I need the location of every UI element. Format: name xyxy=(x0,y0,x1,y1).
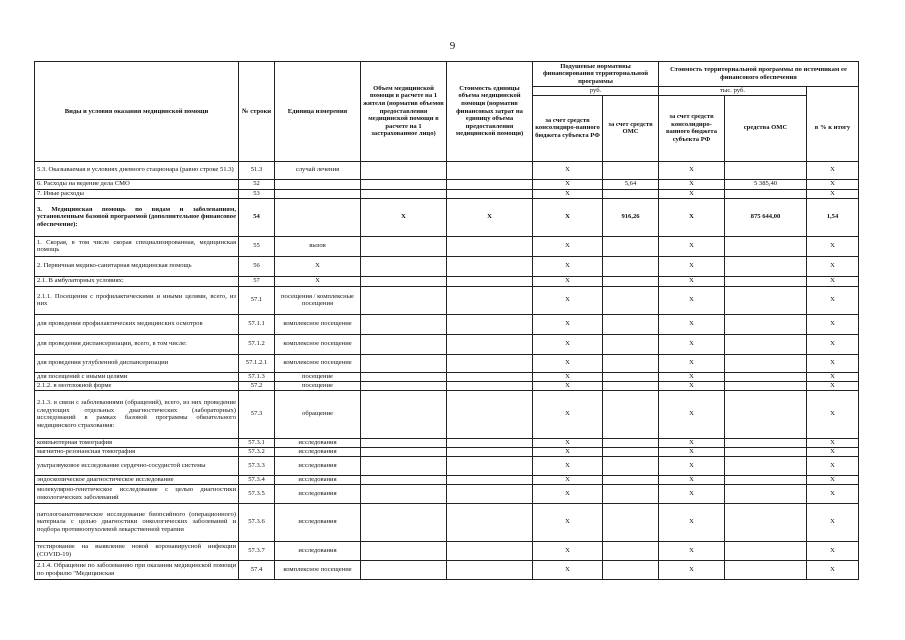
row-volume xyxy=(361,475,447,484)
row-number: 57.3.3 xyxy=(239,456,275,475)
table-row xyxy=(35,334,859,354)
row-volume xyxy=(361,236,447,256)
row-unit: посещения / комплексные посещения xyxy=(275,286,361,314)
row-number: 57.2 xyxy=(239,381,275,390)
row-percent: X xyxy=(807,256,859,276)
row-unit: исследования xyxy=(275,447,361,456)
row-number: 57.1.2 xyxy=(239,334,275,354)
row-unit-cost xyxy=(447,484,533,503)
row-cost-oms xyxy=(725,447,807,456)
row-pc-oms xyxy=(603,503,659,541)
row-pc-budget: X xyxy=(533,189,603,198)
row-number: 57.1.3 xyxy=(239,372,275,381)
row-number: 57.3.4 xyxy=(239,475,275,484)
row-unit-cost xyxy=(447,286,533,314)
row-pc-oms: 5,64 xyxy=(603,179,659,189)
row-volume xyxy=(361,503,447,541)
header-program-cost-group: Стоимость территориальной программы по источникам ее финансового обеспечения xyxy=(659,62,859,87)
row-pc-oms xyxy=(603,447,659,456)
header-per-capita-group: Подушевые нормативы финансирования территориальной программы xyxy=(533,62,659,87)
row-pc-oms xyxy=(603,314,659,334)
row-number: 57.1.2.1 xyxy=(239,354,275,372)
row-number: 51.3 xyxy=(239,161,275,179)
row-volume xyxy=(361,372,447,381)
medical-care-table xyxy=(34,61,859,580)
row-cost-budget: X xyxy=(659,390,725,438)
row-name: ультразвуковое исследование сердечно-сосудистой системы xyxy=(35,456,239,475)
row-pc-budget: X xyxy=(533,456,603,475)
row-number: 57 xyxy=(239,276,275,286)
header-cost-budget: за счет средств консолидиро-ванного бюджета субъекта РФ xyxy=(659,95,725,161)
row-cost-budget: X xyxy=(659,456,725,475)
row-percent: X xyxy=(807,390,859,438)
row-unit-cost xyxy=(447,314,533,334)
row-name: 1. Скорая, в том числе скорая специализированная, медицинская помощь xyxy=(35,236,239,256)
row-pc-oms xyxy=(603,560,659,579)
row-pc-oms xyxy=(603,372,659,381)
row-name: 2. Первичная медико-санитарная медицинская помощь xyxy=(35,256,239,276)
row-pc-oms xyxy=(603,541,659,560)
row-unit-cost xyxy=(447,390,533,438)
row-number: 52 xyxy=(239,179,275,189)
row-cost-oms: 5 385,40 xyxy=(725,179,807,189)
row-number: 57.3.5 xyxy=(239,484,275,503)
header-care-type: Виды и условия оказания медицинской помощи xyxy=(35,62,239,162)
row-cost-oms xyxy=(725,256,807,276)
row-name: 7. Иные расходы xyxy=(35,189,239,198)
row-percent: X xyxy=(807,438,859,447)
row-unit-cost xyxy=(447,381,533,390)
row-number: 57.3.6 xyxy=(239,503,275,541)
row-cost-budget: X xyxy=(659,334,725,354)
header-row-number: № строки xyxy=(239,62,275,162)
row-percent: X xyxy=(807,286,859,314)
header-pc-budget: за счет средств консолидиро-ванного бюджета субъекта РФ xyxy=(533,95,603,161)
header-unit: Единица измерения xyxy=(275,62,361,162)
row-unit-cost xyxy=(447,189,533,198)
row-unit-cost xyxy=(447,475,533,484)
row-pc-budget: X xyxy=(533,198,603,236)
row-unit: комплексное посещение xyxy=(275,354,361,372)
row-unit: случай лечения xyxy=(275,161,361,179)
row-cost-budget: X xyxy=(659,372,725,381)
row-cost-budget: X xyxy=(659,447,725,456)
row-unit: исследования xyxy=(275,438,361,447)
row-unit: комплексное посещение xyxy=(275,560,361,579)
header-unit-cost: Стоимость единицы объема медицинской помощи (норматив финансовых затрат на единицу объема предоставления медицинской помощи) xyxy=(447,62,533,162)
row-pc-budget: X xyxy=(533,390,603,438)
row-unit-cost xyxy=(447,438,533,447)
row-pc-oms xyxy=(603,456,659,475)
row-percent: X xyxy=(807,484,859,503)
page-number: 9 xyxy=(449,40,456,52)
row-unit-cost xyxy=(447,276,533,286)
row-unit-cost xyxy=(447,334,533,354)
row-unit-cost xyxy=(447,236,533,256)
row-pc-oms xyxy=(603,381,659,390)
row-volume xyxy=(361,541,447,560)
row-unit xyxy=(275,189,361,198)
row-unit: исследования xyxy=(275,475,361,484)
row-cost-budget: X xyxy=(659,484,725,503)
row-percent: X xyxy=(807,456,859,475)
row-number: 57.3.2 xyxy=(239,447,275,456)
row-name: 2.1.1. Посещения с профилактическими и иными целями, всего, из них xyxy=(35,286,239,314)
row-pc-budget: X xyxy=(533,560,603,579)
row-cost-oms xyxy=(725,475,807,484)
row-number: 53 xyxy=(239,189,275,198)
row-unit xyxy=(275,179,361,189)
row-cost-oms xyxy=(725,503,807,541)
row-number: 57.1 xyxy=(239,286,275,314)
row-cost-oms xyxy=(725,354,807,372)
row-volume xyxy=(361,390,447,438)
row-pc-budget: X xyxy=(533,334,603,354)
row-pc-budget: X xyxy=(533,438,603,447)
row-unit-cost xyxy=(447,372,533,381)
row-cost-oms xyxy=(725,456,807,475)
row-name: магнитно-резонансная томография xyxy=(35,447,239,456)
row-unit: исследования xyxy=(275,456,361,475)
row-cost-oms: 875 644,00 xyxy=(725,198,807,236)
row-cost-oms xyxy=(725,314,807,334)
row-name: для посещений с иными целями xyxy=(35,372,239,381)
header-cost-oms: средства ОМС xyxy=(725,95,807,161)
table-row xyxy=(35,475,859,484)
row-percent: X xyxy=(807,314,859,334)
table-row xyxy=(35,354,859,372)
row-percent: X xyxy=(807,354,859,372)
row-pc-oms xyxy=(603,484,659,503)
row-percent: X xyxy=(807,475,859,484)
row-pc-oms xyxy=(603,286,659,314)
header-volume: Объем медицинской помощи в расчете на 1 жителя (норматив объемов предоставления медицинской помощи в расчете на 1 застрахованное лицо) xyxy=(361,62,447,162)
table-row xyxy=(35,503,859,541)
row-volume xyxy=(361,334,447,354)
row-pc-oms xyxy=(603,354,659,372)
header-pc-oms: за счет средств ОМС xyxy=(603,95,659,161)
table-row xyxy=(35,447,859,456)
row-cost-budget: X xyxy=(659,560,725,579)
table-row xyxy=(35,484,859,503)
row-cost-oms xyxy=(725,560,807,579)
row-unit-cost xyxy=(447,560,533,579)
row-number: 57.3 xyxy=(239,390,275,438)
table-row xyxy=(35,314,859,334)
row-name: 2.1.4. Обращение по заболеванию при оказании медицинской помощи по профилю "Медицинская xyxy=(35,560,239,579)
row-volume xyxy=(361,189,447,198)
row-pc-oms xyxy=(603,161,659,179)
row-volume xyxy=(361,314,447,334)
row-unit: вызов xyxy=(275,236,361,256)
row-cost-budget: X xyxy=(659,276,725,286)
row-percent: X xyxy=(807,447,859,456)
table-row xyxy=(35,372,859,381)
row-cost-budget: X xyxy=(659,475,725,484)
table-row xyxy=(35,276,859,286)
row-cost-budget: X xyxy=(659,189,725,198)
row-unit: исследования xyxy=(275,541,361,560)
row-name: 2.1.3. в связи с заболеваниями (обращений), всего, из них проведение следующих отдельных диагностических (лабораторных) исследований в рамках базовой программы обязательного медицинского страхования: xyxy=(35,390,239,438)
row-percent: X xyxy=(807,276,859,286)
row-volume xyxy=(361,354,447,372)
row-cost-budget: X xyxy=(659,381,725,390)
table-row xyxy=(35,189,859,198)
row-name: эндоскопическое диагностическое исследование xyxy=(35,475,239,484)
row-pc-budget: X xyxy=(533,475,603,484)
row-volume xyxy=(361,286,447,314)
row-unit-cost xyxy=(447,256,533,276)
row-name: компьютерная томография xyxy=(35,438,239,447)
row-unit: исследования xyxy=(275,484,361,503)
row-unit: комплексное посещение xyxy=(275,334,361,354)
row-name: для проведения углубленной диспансеризации xyxy=(35,354,239,372)
header-percent: в % к итогу xyxy=(807,95,859,161)
row-pc-budget: X xyxy=(533,447,603,456)
row-name: 5.3. Оказываемая в условиях дневного стационара (равно строке 51.3) xyxy=(35,161,239,179)
row-number: 57.3.1 xyxy=(239,438,275,447)
row-pc-budget: X xyxy=(533,276,603,286)
table-row xyxy=(35,560,859,579)
row-number: 54 xyxy=(239,198,275,236)
row-percent: X xyxy=(807,189,859,198)
row-percent: X xyxy=(807,236,859,256)
row-pc-budget: X xyxy=(533,161,603,179)
row-cost-oms xyxy=(725,484,807,503)
row-cost-oms xyxy=(725,161,807,179)
row-volume xyxy=(361,484,447,503)
row-pc-oms xyxy=(603,438,659,447)
row-pc-budget: X xyxy=(533,179,603,189)
row-name: для проведения диспансеризации, всего, в том числе: xyxy=(35,334,239,354)
row-number: 57.1.1 xyxy=(239,314,275,334)
row-pc-budget: X xyxy=(533,286,603,314)
row-cost-oms xyxy=(725,334,807,354)
row-cost-budget: X xyxy=(659,314,725,334)
table-row xyxy=(35,236,859,256)
row-unit-cost xyxy=(447,541,533,560)
row-percent: X xyxy=(807,503,859,541)
row-volume xyxy=(361,381,447,390)
row-unit: посещение xyxy=(275,381,361,390)
row-pc-oms xyxy=(603,475,659,484)
row-pc-oms xyxy=(603,236,659,256)
header-rub: руб. xyxy=(533,87,659,96)
row-cost-oms xyxy=(725,390,807,438)
table-row xyxy=(35,381,859,390)
row-percent: X xyxy=(807,541,859,560)
table-row xyxy=(35,390,859,438)
table-row xyxy=(35,541,859,560)
row-unit xyxy=(275,198,361,236)
row-volume xyxy=(361,161,447,179)
row-name: для проведения профилактических медицинских осмотров xyxy=(35,314,239,334)
row-cost-budget: X xyxy=(659,161,725,179)
row-pc-oms xyxy=(603,256,659,276)
row-cost-oms xyxy=(725,438,807,447)
row-percent: X xyxy=(807,372,859,381)
row-cost-oms xyxy=(725,276,807,286)
row-number: 57.4 xyxy=(239,560,275,579)
row-pc-budget: X xyxy=(533,314,603,334)
table-row xyxy=(35,438,859,447)
row-volume: X xyxy=(361,198,447,236)
row-pc-budget: X xyxy=(533,541,603,560)
row-cost-oms xyxy=(725,236,807,256)
row-unit-cost xyxy=(447,354,533,372)
row-cost-budget: X xyxy=(659,354,725,372)
row-name: тестирование на выявление новой коронавирусной инфекции (COVID-19) xyxy=(35,541,239,560)
row-cost-budget: X xyxy=(659,179,725,189)
row-unit-cost xyxy=(447,503,533,541)
row-name: 2.1.2. в неотложной форме xyxy=(35,381,239,390)
row-number: 57.3.7 xyxy=(239,541,275,560)
row-cost-budget: X xyxy=(659,236,725,256)
row-pc-budget: X xyxy=(533,236,603,256)
row-pc-oms xyxy=(603,334,659,354)
row-unit: посещение xyxy=(275,372,361,381)
row-pc-budget: X xyxy=(533,372,603,381)
row-unit: X xyxy=(275,256,361,276)
row-cost-oms xyxy=(725,541,807,560)
row-cost-oms xyxy=(725,189,807,198)
row-name: патологоанатомическое исследование биопсийного (операционного) материала с целью диагностики онкологических заболеваний и подбора противоопухолевой лекарственной терапии xyxy=(35,503,239,541)
table-row xyxy=(35,179,859,189)
row-volume xyxy=(361,456,447,475)
row-pc-oms xyxy=(603,276,659,286)
table-row xyxy=(35,286,859,314)
row-cost-oms xyxy=(725,381,807,390)
row-cost-budget: X xyxy=(659,503,725,541)
row-pc-budget: X xyxy=(533,354,603,372)
row-percent: 1,54 xyxy=(807,198,859,236)
row-percent: X xyxy=(807,161,859,179)
row-unit: исследования xyxy=(275,503,361,541)
row-number: 55 xyxy=(239,236,275,256)
row-cost-oms xyxy=(725,372,807,381)
row-pc-oms: 916,26 xyxy=(603,198,659,236)
row-name: 6. Расходы на ведение дела СМО xyxy=(35,179,239,189)
row-cost-budget: X xyxy=(659,541,725,560)
row-percent: X xyxy=(807,179,859,189)
row-unit-cost xyxy=(447,456,533,475)
row-pc-oms xyxy=(603,189,659,198)
row-volume xyxy=(361,438,447,447)
row-unit-cost xyxy=(447,161,533,179)
row-unit-cost: X xyxy=(447,198,533,236)
row-number: 56 xyxy=(239,256,275,276)
row-unit: комплексное посещение xyxy=(275,314,361,334)
row-cost-budget: X xyxy=(659,286,725,314)
row-volume xyxy=(361,276,447,286)
row-cost-oms xyxy=(725,286,807,314)
row-unit: обращение xyxy=(275,390,361,438)
row-unit-cost xyxy=(447,179,533,189)
table-row xyxy=(35,198,859,236)
row-cost-budget: X xyxy=(659,438,725,447)
row-volume xyxy=(361,447,447,456)
row-percent: X xyxy=(807,560,859,579)
header-thous-rub: тыс. руб. xyxy=(659,87,807,96)
row-pc-budget: X xyxy=(533,503,603,541)
row-unit: X xyxy=(275,276,361,286)
row-pc-budget: X xyxy=(533,381,603,390)
row-volume xyxy=(361,560,447,579)
row-percent: X xyxy=(807,381,859,390)
table-row xyxy=(35,161,859,179)
table-row xyxy=(35,256,859,276)
row-pc-oms xyxy=(603,390,659,438)
row-cost-budget: X xyxy=(659,256,725,276)
row-cost-budget: X xyxy=(659,198,725,236)
row-volume xyxy=(361,256,447,276)
row-percent: X xyxy=(807,334,859,354)
table-row xyxy=(35,456,859,475)
row-pc-budget: X xyxy=(533,256,603,276)
row-name: 3. Медицинская помощь по видам и заболеваниям, установленным базовой программой (дополнительное финансовое обеспечение): xyxy=(35,198,239,236)
row-pc-budget: X xyxy=(533,484,603,503)
row-name: 2.1. В амбулаторных условиях: xyxy=(35,276,239,286)
row-volume xyxy=(361,179,447,189)
row-name: молекулярно-генетическое исследование с целью диагностики онкологических заболеваний xyxy=(35,484,239,503)
row-unit-cost xyxy=(447,447,533,456)
